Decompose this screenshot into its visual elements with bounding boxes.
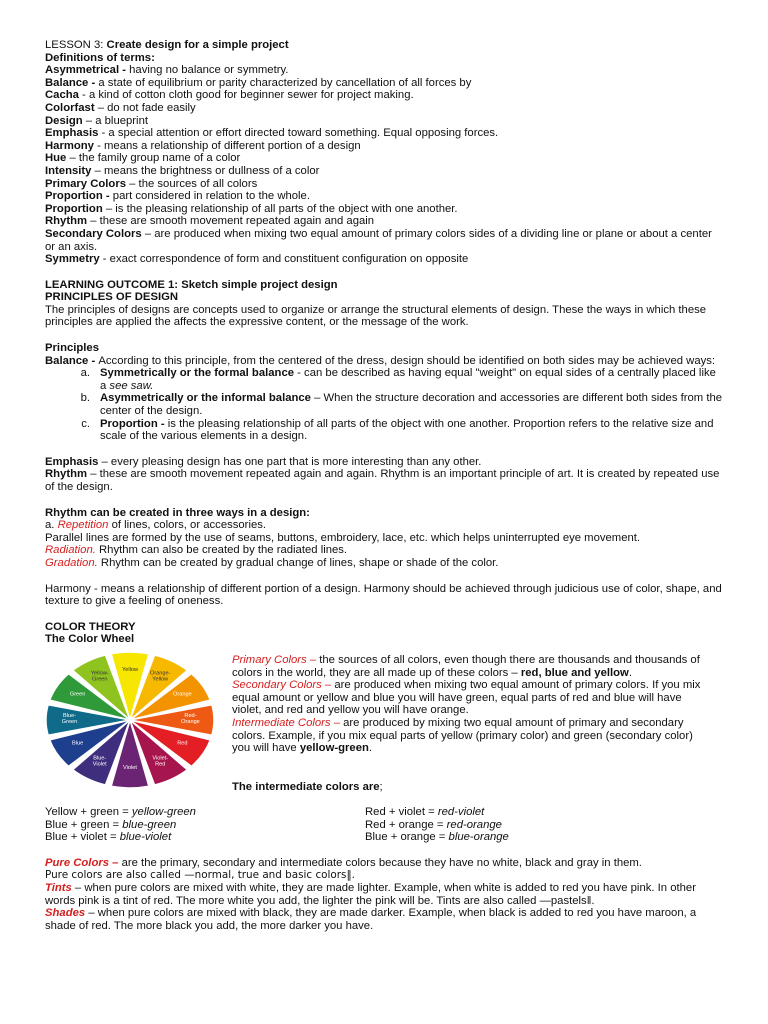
rhythm-radiation: Radiation. Rhythm can also be created by the radiated lines. xyxy=(45,544,348,557)
secondary-colors-text: Secondary Colors – are produced when mixing two equal amount of primary colors. If you mix equal amount or yellow and blue you will have green, equal parts of red and blue will have violet, and red and yellow you will have orange. xyxy=(232,679,701,717)
wheel-label: Yellow-Green xyxy=(90,670,109,683)
definitions-list xyxy=(45,64,725,266)
tints-paragraph: Tints – when pure colors are mixed with white, they are made lighter. Example, when white is added to red you have pink. In other words pink is a tint of red. The more white you add, the lighter the pink will be. Tints are also called —pastels‖. xyxy=(45,881,696,907)
wheel-label: Green xyxy=(69,691,86,698)
color-mix-row: Red + orange = red-orange xyxy=(365,818,502,831)
principles-intro: The principles of designs are concepts used to organize or arrange the structural elements of design. These the ways in which these principles are applied the affects the expressive content, or the message of the work. xyxy=(45,303,707,329)
definition-item: Symmetry - exact correspondence of form and constituent configuration on opposite xyxy=(45,253,469,266)
wheel-label: Violet-Red xyxy=(152,755,169,768)
intermediate-mixes xyxy=(45,806,725,844)
color-wheel-text xyxy=(232,654,712,793)
shades-paragraph: Shades – when pure colors are mixed with black, they are made darker. Example, when black is added to red you have maroon, a shade of red. The more black you add, the more darker you have. xyxy=(45,907,697,932)
definitions-heading: Definitions of terms: xyxy=(45,51,155,64)
principles-heading: PRINCIPLES OF DESIGN xyxy=(45,291,179,304)
intermediate-colors-text: Intermediate Colors – are produced by mixing two equal amount of primary and secondary colors. Example, if you mix equal parts of yellow (primary color) and green (secondary color) you will have yellow-green. xyxy=(232,716,693,755)
definition-item: Design – a blueprint xyxy=(45,114,148,127)
wheel-label: Violet xyxy=(123,764,137,771)
primary-colors-text: Primary Colors – the sources of all colors, even though there are thousands and thousands of colors in the world, they are all made up of these colors – red, blue and yellow. xyxy=(232,653,700,679)
principles-label: Principles xyxy=(45,342,99,355)
color-wheel-section xyxy=(45,646,725,806)
mixes-right-column xyxy=(365,806,665,844)
wheel-label: Orange xyxy=(173,691,192,698)
definition-item: Rhythm – these are smooth movement repeated again and again xyxy=(45,215,375,228)
definition-item: Balance - a state of equilibrium or parity characterized by cancellation of all forces by xyxy=(45,76,472,89)
rhythm-gradation: Gradation. Rhythm can be created by gradual change of lines, shape or shade of the color. xyxy=(45,556,499,569)
balance-paragraph: Balance - According to this principle, from the centered of the dress, design should be identified on both sides may be achieved ways: xyxy=(45,354,716,367)
pure-colors-paragraph: Pure Colors – are the primary, secondary and intermediate colors because they have no white, black and gray in them. xyxy=(45,856,642,869)
mixes-left-column xyxy=(45,806,365,844)
definition-item: Harmony - means a relationship of different portion of a design xyxy=(45,139,361,152)
rhythm-paragraph: Rhythm – these are smooth movement repeated again and again. Rhythm is an important principle of art. It is created by repeated use of the design. xyxy=(45,468,720,493)
balance-list xyxy=(45,367,725,443)
color-mix-row: Blue + violet = blue-violet xyxy=(45,831,172,844)
balance-list-item: c. Proportion - is the pleasing relationship of all parts of the object with one another. Proportion refers to the relative size and scale of the various elements in a design. xyxy=(81,417,714,443)
wheel-label: Blue-Violet xyxy=(92,755,107,768)
balance-list-item: a. Symmetrically or the formal balance - can be described as having equal "weight" on equal sides of a centrally placed like a see saw. xyxy=(80,367,716,392)
color-mix-row: Yellow + green = yellow-green xyxy=(45,805,196,818)
color-wheel-heading: The Color Wheel xyxy=(45,633,135,646)
color-mix-row: Red + violet = red-violet xyxy=(365,805,485,818)
lesson-title: LESSON 3: Create design for a simple project xyxy=(45,39,289,51)
wheel-label: Red xyxy=(177,740,188,747)
definition-item: Secondary Colors – are produced when mixing two equal amount of primary colors sides of a dividing line or plane or about a center or an axis. xyxy=(45,227,712,253)
intermediate-heading: The intermediate colors are; xyxy=(232,780,383,793)
wheel-label: Blue xyxy=(72,740,84,747)
wheel-label: Red-Orange xyxy=(181,712,200,725)
definition-item: Proportion - part considered in relation to the whole. xyxy=(45,190,310,203)
color-theory-heading: COLOR THEORY xyxy=(45,620,136,633)
pure-colors-line2: Pure colors are also called —normal, true and basic colors‖. xyxy=(45,869,355,882)
emphasis-paragraph: Emphasis – every pleasing design has one part that is more interesting than any other. xyxy=(45,455,482,468)
balance-list-item: b. Asymmetrically or the informal balance – When the structure decoration and accessories are different both sides from the center of the design. xyxy=(80,392,723,418)
color-wheel-diagram xyxy=(45,650,215,790)
wheel-label: Blue-Green xyxy=(61,712,78,725)
definition-item: Hue – the family group name of a color xyxy=(45,152,241,165)
definition-item: Proportion – is the pleasing relationship of all parts of the object with one another. xyxy=(45,202,458,215)
document-page xyxy=(45,39,725,932)
outcome-heading: LEARNING OUTCOME 1: Sketch simple project design xyxy=(45,278,338,291)
wheel-label: Orange-Yellow xyxy=(149,670,171,683)
rhythm-repetition: a. Repetition of lines, colors, or accessories. xyxy=(45,519,267,532)
definition-item: Primary Colors – the sources of all colors xyxy=(45,177,258,190)
rhythm-heading: Rhythm can be created in three ways in a design: xyxy=(45,506,310,519)
color-mix-row: Blue + green = blue-green xyxy=(45,818,177,831)
wheel-label: Yellow xyxy=(122,666,138,673)
color-mix-row: Blue + orange = blue-orange xyxy=(365,831,509,844)
definition-item: Asymmetrical - having no balance or symmetry. xyxy=(45,64,289,77)
harmony-paragraph: Harmony - means a relationship of different portion of a design. Harmony should be achieved through judicious use of color, shape, and texture to give a feeling of oneness. xyxy=(45,582,722,608)
definition-item: Intensity – means the brightness or dullness of a color xyxy=(45,164,320,177)
definition-item: Colorfast – do not fade easily xyxy=(45,101,196,114)
definition-item: Emphasis - a special attention or effort directed toward something. Equal opposing forces. xyxy=(45,127,499,140)
definition-item: Cacha - a kind of cotton cloth good for beginner sewer for project making. xyxy=(45,89,414,102)
parallel-lines-text: Parallel lines are formed by the use of seams, buttons, embroidery, lace, etc. which helps uninterrupted eye movement. xyxy=(45,531,641,544)
